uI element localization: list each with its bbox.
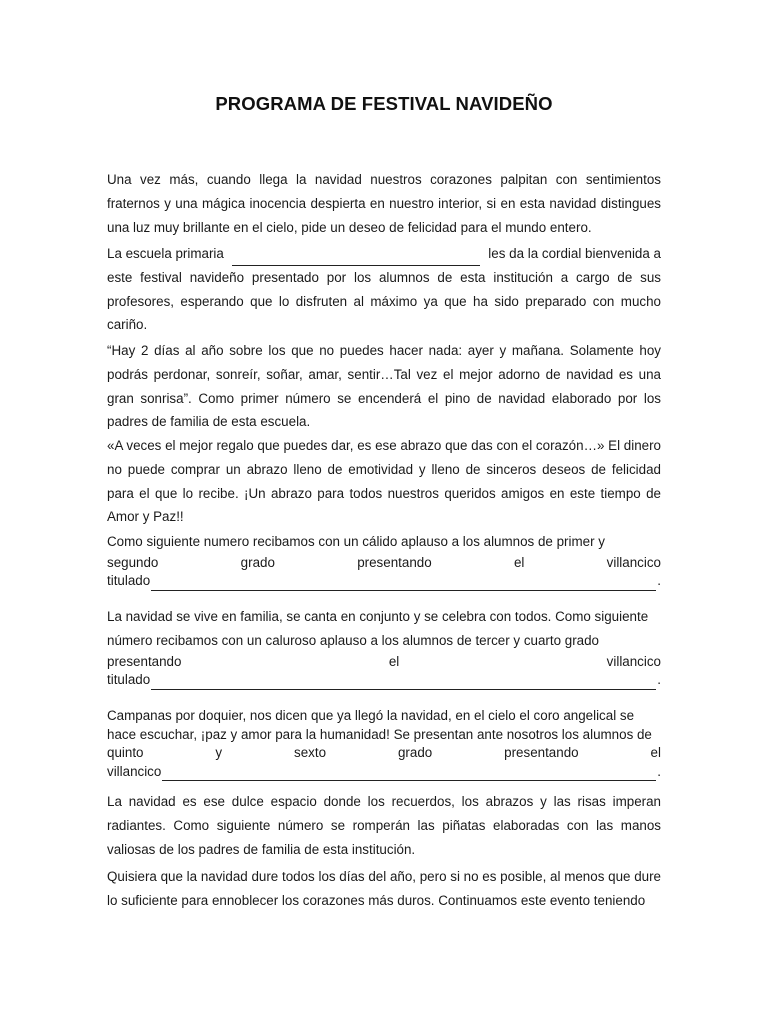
- paragraph-closing: Quisiera que la navidad dure todos los días del año, pero si no es posible, al menos que dure lo suficiente para ennoblecer los corazones más duros. Continuamos este evento teniendo: [107, 869, 661, 908]
- justified-word: presentando: [357, 554, 432, 570]
- third-fourth-line-1: La navidad se vive en familia, se canta en conjunto y se celebra con todos. Como siguiente: [107, 609, 649, 624]
- welcome-first-line: [107, 242, 661, 266]
- justified-word: grado: [240, 554, 275, 570]
- third-fourth-line-4: [107, 671, 661, 690]
- justified-word: villancico: [606, 554, 661, 570]
- first-second-line-2: [107, 554, 661, 573]
- carol-title-blank: [151, 675, 656, 690]
- line-end-period: .: [657, 573, 661, 589]
- line-end-period: .: [657, 672, 661, 688]
- justified-word: presentando: [504, 745, 579, 760]
- third-fourth-line-2: número recibamos con un caluroso aplauso a los alumnos de tercer y cuarto grado: [107, 632, 600, 648]
- fifth-sixth-line-2: hace escuchar, ¡paz y amor para la humanidad! Se presentan ante nosotros los alumnos de: [107, 726, 652, 742]
- justified-word: el: [513, 554, 525, 570]
- villancico-label: villancico: [107, 763, 162, 779]
- welcome-school-label: La escuela primaria: [107, 246, 224, 261]
- justified-word: quinto: [107, 745, 144, 760]
- justified-word: presentando: [107, 653, 182, 669]
- justified-word: el: [650, 745, 661, 760]
- line-end-period: .: [657, 763, 661, 779]
- fifth-sixth-line-1: Campanas por doquier, nos dicen que ya llegó la navidad, en el cielo el coro angelical se: [107, 708, 635, 723]
- fifth-sixth-line-3: [107, 744, 661, 763]
- paragraph-quote-two-days: “Hay 2 días al año sobre los que no puedes hacer nada: ayer y mañana. Solamente hoy podrás perdonar, sonreír, soñar, amar, sentir…Tal vez el mejor adorno de navidad es una gran sonrisa”. Como primer número se encenderá el pino de navidad elaborado por los padres de familia de esta escuela.: [107, 343, 661, 430]
- paragraph-third-fourth-grade: [107, 605, 661, 690]
- carol-title-blank: [151, 576, 656, 591]
- welcome-rest-text: este festival navideño presentado por los alumnos de esta institución a cargo de sus profesores, esperando que lo disfruten al máximo ya que ha sido preparado con mucho cariño.: [107, 269, 661, 333]
- justified-word: y: [215, 745, 223, 760]
- justified-word: el: [388, 653, 400, 669]
- justified-word: villancico: [606, 653, 661, 669]
- document-title: PROGRAMA DE FESTIVAL NAVIDEÑO: [215, 93, 553, 114]
- third-fourth-line-3: [107, 653, 661, 672]
- school-name-blank: [232, 251, 480, 266]
- first-second-line-1: Como siguiente numero recibamos con un cálido aplauso a los alumnos de primer y: [107, 534, 605, 549]
- carol-title-blank: [162, 766, 656, 781]
- first-second-line-3: [107, 572, 661, 591]
- paragraph-first-second-grade: [107, 530, 661, 591]
- justified-word: sexto: [294, 745, 327, 760]
- welcome-greeting-text: les da la cordial bienvenida a: [488, 246, 661, 261]
- justified-word: segundo: [107, 554, 159, 570]
- paragraph-pinatas: La navidad es ese dulce espacio donde los recuerdos, los abrazos y las risas imperan radiantes. Como siguiente número se romperán las piñatas elaboradas con las manos valiosas de los padres de familia de esta institución.: [107, 794, 661, 857]
- titulado-label: titulado: [107, 573, 151, 589]
- paragraph-hug-gift: «A veces el mejor regalo que puedes dar, es ese abrazo que das con el corazón…» El dinero no puede comprar un abrazo lleno de emotividad y lleno de sinceros deseos de felicidad para el que lo recibe. ¡Un abrazo para todos nuestros queridos amigos en este tiempo de Amor y Paz!!: [107, 438, 661, 525]
- fifth-sixth-line-4: [107, 763, 661, 782]
- paragraph-welcome: [107, 242, 661, 337]
- titulado-label: titulado: [107, 672, 151, 688]
- paragraph-intro: Una vez más, cuando llega la navidad nuestros corazones palpitan con sentimientos fraternos y una mágica inocencia despierta en nuestro interior, si en esta navidad distingues una luz muy brillante en el cielo, pide un deseo de felicidad para el mundo entero.: [107, 172, 661, 235]
- justified-word: grado: [397, 745, 433, 760]
- paragraph-fifth-sixth-grade: [107, 707, 661, 781]
